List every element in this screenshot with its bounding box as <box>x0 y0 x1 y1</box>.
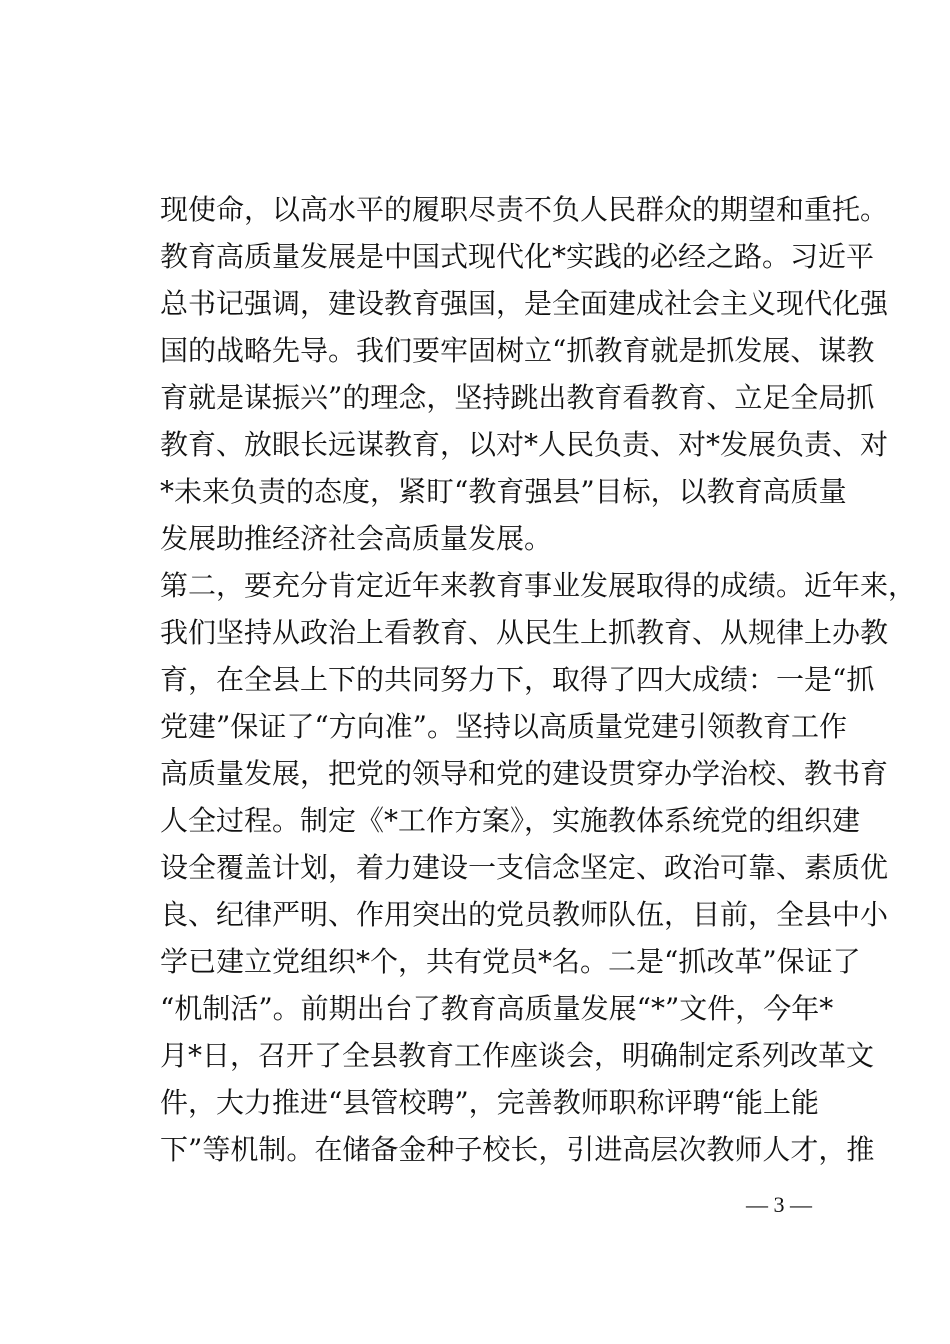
text-line: 月*日，召开了全县教育工作座谈会，明确制定系列改革文 <box>160 1039 875 1072</box>
text-line: 学已建立党组织*个，共有党员*名。二是“抓改革”保证了 <box>160 945 861 978</box>
text-line: 教育、放眼长远谋教育，以对*人民负责、对*发展负责、对 <box>160 428 889 461</box>
text-line: 育，在全县上下的共同努力下，取得了四大成绩：一是“抓 <box>160 663 875 696</box>
text-line: “机制活”。前期出台了教育高质量发展“*”文件，今年* <box>160 992 834 1025</box>
text-line: 国的战略先导。我们要牢固树立“抓教育就是抓发展、谋教 <box>160 334 875 367</box>
page-number: — 3 — <box>746 1192 812 1217</box>
text-line: 我们坚持从政治上看教育、从民生上抓教育、从规律上办教 <box>160 616 889 649</box>
text-line: 现使命，以高水平的履职尽责不负人民群众的期望和重托。 <box>160 193 889 226</box>
text-line: 高质量发展，把党的领导和党的建设贯穿办学治校、教书育 <box>160 757 889 790</box>
text-line: 件，大力推进“县管校聘”，完善教师职称评聘“能上能 <box>160 1086 819 1119</box>
text-line: 党建”保证了“方向准”。坚持以高质量党建引领教育工作 <box>160 710 847 743</box>
text-line: 总书记强调，建设教育强国，是全面建成社会主义现代化强 <box>160 287 889 320</box>
text-line: 设全覆盖计划，着力建设一支信念坚定、政治可靠、素质优 <box>160 851 889 884</box>
text-line: 发展助推经济社会高质量发展。 <box>160 522 553 555</box>
text-line: 育就是谋振兴”的理念，坚持跳出教育看教育、立足全局抓 <box>160 381 875 414</box>
text-line: 良、纪律严明、作用突出的党员教师队伍，目前，全县中小 <box>160 898 889 931</box>
text-line: 人全过程。制定《*工作方案》，实施教体系统党的组织建 <box>160 804 861 837</box>
document-body <box>160 186 917 1173</box>
text-line: 教育高质量发展是中国式现代化*实践的必经之路。习近平 <box>160 240 875 273</box>
text-line: *未来负责的态度，紧盯“教育强县”目标，以教育高质量 <box>160 475 847 508</box>
text-line: 下”等机制。在储备金种子校长，引进高层次教师人才，推 <box>160 1133 875 1166</box>
text-line: 第二，要充分肯定近年来教育事业发展取得的成绩。近年来， <box>160 569 917 602</box>
